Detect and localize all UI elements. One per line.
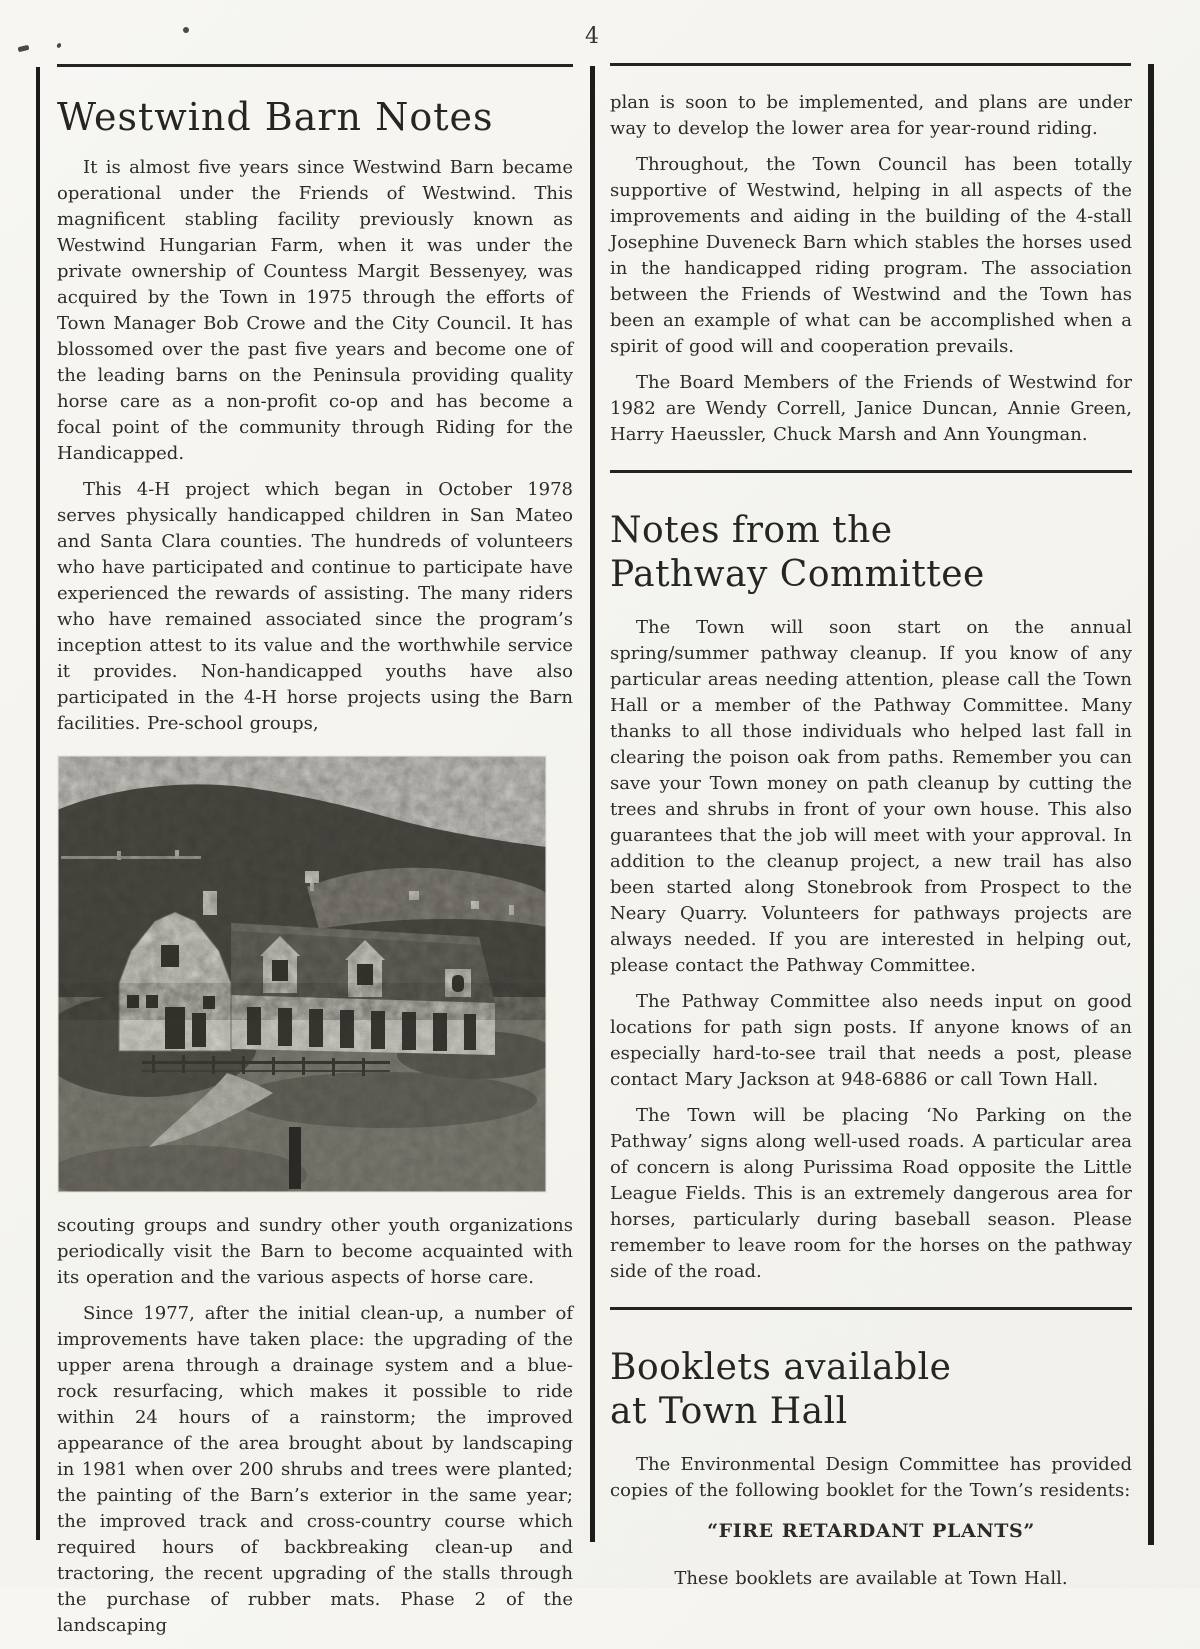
booklets-section-title: Booklets available at Town Hall [610, 1347, 952, 1432]
continuation-paragraph: plan is soon to be implemented, and plans are under way to develop the lower area for year-round riding. [610, 92, 1132, 139]
scan-speck [18, 45, 30, 53]
left-border-bar [36, 67, 40, 1540]
westwind-barn-photo [57, 755, 547, 1193]
scan-speck [183, 27, 189, 33]
pathway-paragraph: The Town will soon start on the annual spring/summer pathway cleanup. If you know of any particular areas needing attention, please call the Town Hall or a member of the Pathway Committee. Many thanks to all those individuals who helped last fall in clearing the poison oak from paths. Remember you can save your Town money on path cleanup by cutting the trees and shrubs in front of your own house. This also guarantees that the job will meet with your approval. In addition to the cleanup project, a new trail has also been started along Stonebrook from Prospect to the Neary Quarry. Volunteers for pathways projects are always needed. If you are interested in helping out, please contact the Pathway Committee. [610, 617, 1132, 976]
left-column [57, 67, 573, 1649]
pathway-paragraph: The Town will be placing ‘No Parking on the Pathway’ signs along well-used roads. A particular area of concern is along Purissima Road opposite the Little League Fields. This is an extremely dangerous area for horses, particularly during baseball season. Please remember to leave room for the horses on the pathway side of the road. [610, 1105, 1132, 1282]
pathway-paragraph: The Pathway Committee also needs input on good locations for path sign posts. If anyone knows of an especially hard-to-see trail that needs a post, please contact Mary Jackson at 948-6886 or call Town Hall. [610, 991, 1132, 1090]
booklet-title: “FIRE RETARDANT PLANTS” [707, 1520, 1035, 1542]
article-paragraph: It is almost five years since Westwind Barn became operational under the Friends of Westwind. This magnificent stabling facility previously known as Westwind Hungarian Farm, when it was under the private ownership of Countess Margit Bessenyey, was acquired by the Town in 1975 through the efforts of Town Manager Bob Crowe and the City Council. It has blossomed over the past five years and become one of the leading barns on the Peninsula providing quality horse care as a non-profit co-op and has become a focal point of the community through Riding for the Handicapped. [57, 157, 573, 464]
section-divider [610, 1307, 1132, 1310]
right-column [610, 66, 1132, 1602]
continuation-paragraph: The Board Members of the Friends of Westwind for 1982 are Wendy Correll, Janice Duncan, Annie Green, Harry Haeussler, Chuck Marsh and Ann Youngman. [610, 372, 1132, 445]
booklets-availability-note: These booklets are available at Town Hall. [674, 1568, 1068, 1589]
pathway-section-title: Notes from the Pathway Committee [610, 510, 985, 595]
section-divider [610, 470, 1132, 473]
booklets-intro: The Environmental Design Committee has provided copies of the following booklet for the Town’s residents: [610, 1454, 1132, 1501]
article-paragraph: Since 1977, after the initial clean-up, a number of improvements have taken place: the upgrading of the upper arena through a drainage system and a blue-rock resurfacing, which makes it possible to ride within 24 hours of a rainstorm; the improved appearance of the area brought about by landscaping in 1981 when over 200 shrubs and trees were planted; the painting of the Barn’s exterior in the same year; the improved track and cross-country course which required hours of backbreaking clean-up and tractoring, the recent upgrading of the stalls through the purchase of rubber mats. Phase 2 of the landscaping [57, 1303, 573, 1636]
continuation-paragraph: Throughout, the Town Council has been totally supportive of Westwind, helping in all aspects of the improvements and aiding in the building of the 4-stall Josephine Duveneck Barn which stables the horses used in the handicapped riding program. The association between the Friends of Westwind and the Town has been an example of what can be accomplished when a spirit of good will and cooperation prevails. [610, 154, 1132, 357]
article-paragraph: This 4-H project which began in October 1978 serves physically handicapped children in San Mateo and Santa Clara counties. The hundreds of volunteers who have participated and continue to participate have experienced the rewards of assisting. The many riders who have remained associated since the program’s inception attest to its value and the worthwhile service it provides. Non-handicapped youths have also participated in the 4-H horse projects using the Barn facilities. Pre-school groups, [57, 479, 573, 734]
column-divider-bar [590, 66, 595, 1542]
article-paragraph: scouting groups and sundry other youth organizations periodically visit the Barn to become acquainted with its operation and the various aspects of horse care. [57, 1215, 573, 1288]
page-number: 4 [585, 24, 599, 49]
barn-photo-illustration [57, 755, 547, 1193]
article-title: Westwind Barn Notes [57, 95, 494, 139]
right-border-bar [1148, 64, 1154, 1545]
